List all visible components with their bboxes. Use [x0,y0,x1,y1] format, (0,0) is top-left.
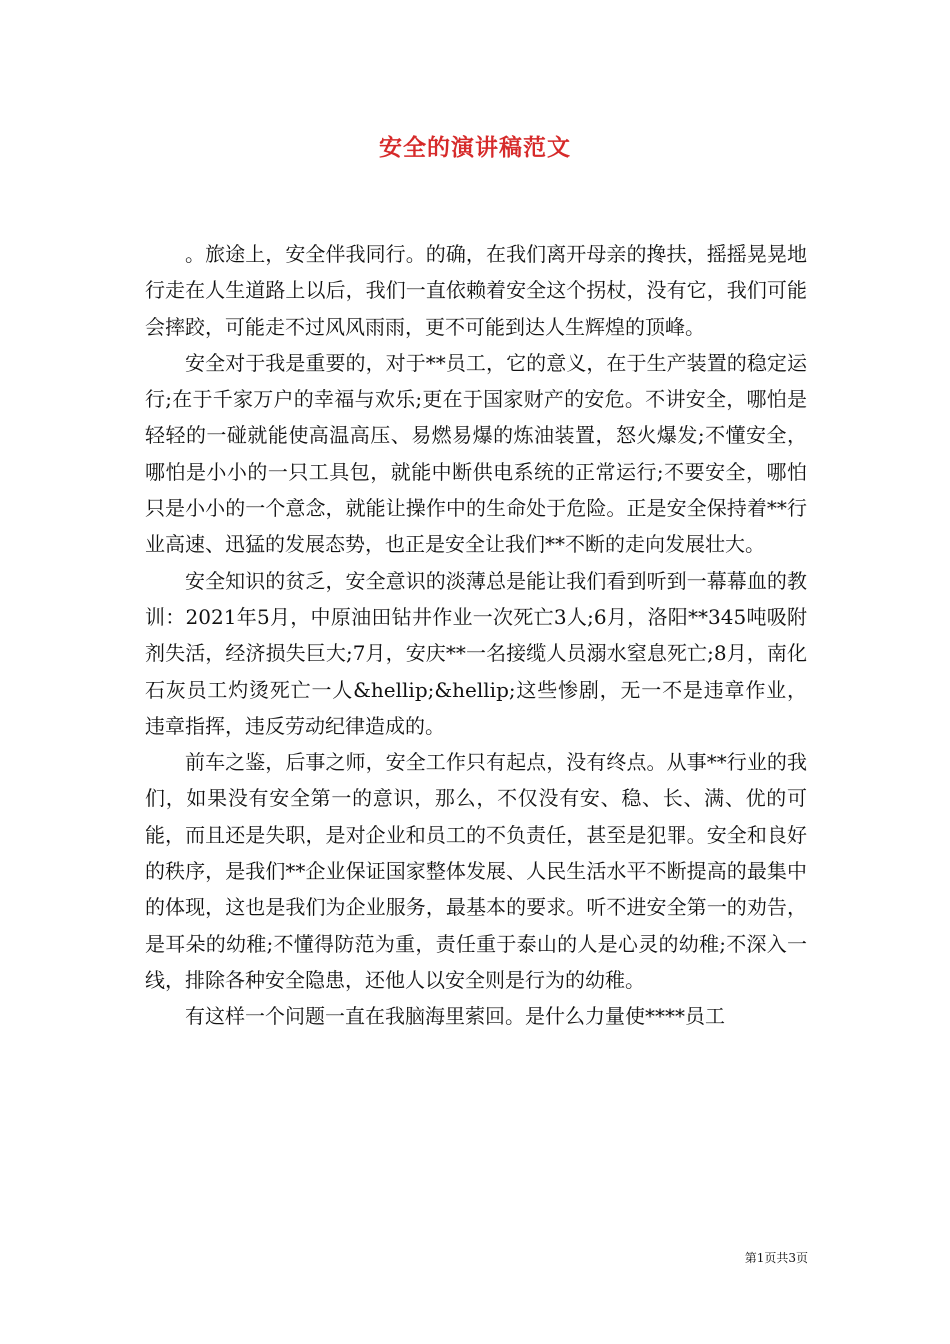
paragraph-1: 。旅途上，安全伴我同行。的确，在我们离开母亲的搀扶，摇摇晃晃地行走在人生道路上以后，我们一直依赖着安全这个拐杖，没有它，我们可能会摔跤，可能走不过风风雨雨，更不可能到达人生辉煌的顶峰。 [145,242,807,339]
document-body [145,236,807,1035]
page-title: 安全的演讲稿范文 [379,134,571,161]
paragraph-5: 有这样一个问题一直在我脑海里萦回。是什么力量使****员工 [185,1004,725,1029]
paragraph-4: 前车之鉴，后事之师，安全工作只有起点，没有终点。从事**行业的我们，如果没有安全第一的意识，那么，不仅没有安、稳、长、满、优的可能，而且还是失职，是对企业和员工的不负责任，甚至是犯罪。安全和良好的秩序，是我们**企业保证国家整体发展、人民生活水平不断提高的最集中的体现，这也是我们为企业服务，最基本的要求。听不进安全第一的劝告，是耳朵的幼稚;不懂得防范为重，责任重于泰山的人是心灵的幼稚;不深入一线，排除各种安全隐患，还他人以安全则是行为的幼稚。 [145,750,807,992]
paragraph-2: 安全对于我是重要的，对于**员工，它的意义，在于生产装置的稳定运行;在于千家万户的幸福与欢乐;更在于国家财产的安危。不讲安全，哪怕是轻轻的一碰就能使高温高压、易燃易爆的炼油装置，怒火爆发;不懂安全，哪怕是小小的一只工具包，就能中断供电系统的正常运行;不要安全，哪怕只是小小的一个意念，就能让操作中的生命处于危险。正是安全保持着**行业高速、迅猛的发展态势，也正是安全让我们**不断的走向发展壮大。 [145,350,807,557]
paragraph-3: 安全知识的贫乏，安全意识的淡薄总是能让我们看到听到一幕幕血的教训：2021年5月，中原油田钻井作业一次死亡3人;6月，洛阳**345吨吸附剂失活，经济损失巨大;7月，安庆**一名接缆人员溺水窒息死亡;8月，南化石灰员工灼烫死亡一人&hellip;&hellip;这些惨剧，无一不是违章作业，违章指挥，违反劳动纪律造成的。 [145,568,807,738]
page-number: 第1页共3页 [744,1251,808,1265]
